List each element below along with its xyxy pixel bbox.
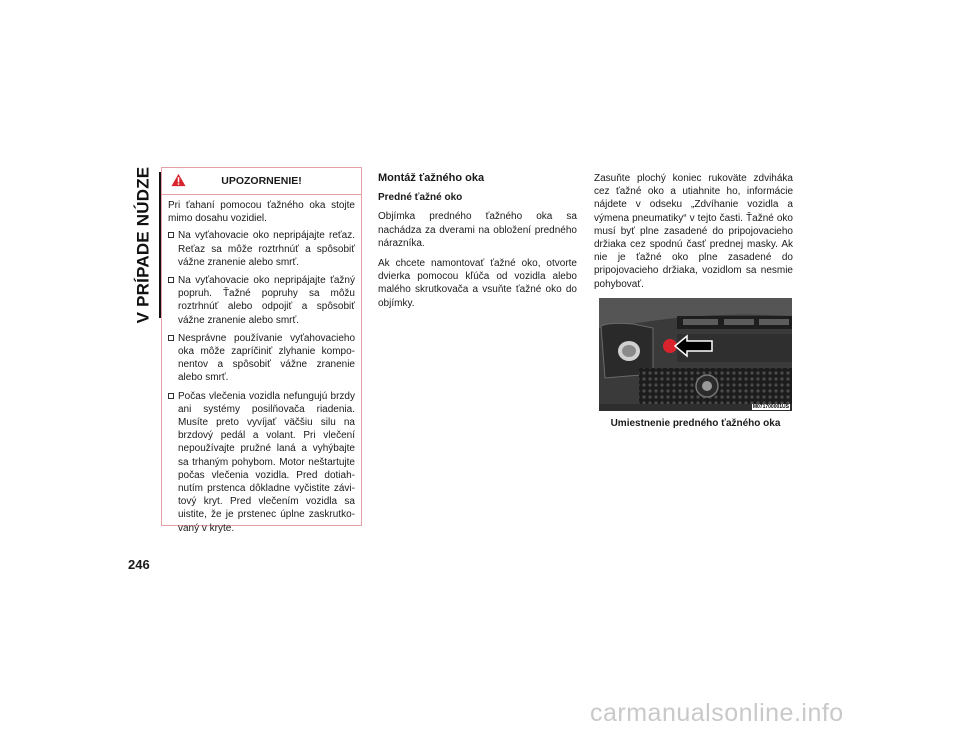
warning-triangle-icon (171, 173, 186, 187)
warning-item: Na vyťahovacie oko nepripájajte ťažný popruh. Ťažné popruhy sa môžu roztrhnúť alebo odpojiť a spôsobiť vážne zranenie alebo smrť. (168, 274, 355, 327)
warning-title: UPOZORNENIE! (221, 175, 302, 187)
main-column (378, 172, 577, 317)
warning-item: Počas vlečenia vozidla nefungujú brzdy ani systémy posilňovača riadenia. Musíte preto vyvíjať väčšiu silu na brzdový pedál a volant. Pri vlečení nepoužívajte pružné laná a vyhýbajte sa trhaným pohybom. Motor neštartujte počas vlečenia vozidla. Pred dotiahnutím prstenca dôkladne vyčistite závitový kryt. Pred vlečením vozidla sa uistite, že je prstenec úplne zaskrutkovaný v kryte. (168, 390, 355, 535)
bumper-illustration (599, 298, 792, 411)
section-heading: Montáž ťažného oka (378, 172, 485, 184)
watermark: carmanualsonline.info (590, 699, 844, 727)
bullet-square-icon (168, 335, 174, 341)
warning-box (161, 167, 362, 534)
bullet-square-icon (168, 232, 174, 238)
tow-eye-location-figure (599, 298, 792, 411)
page-number: 246 (128, 557, 150, 572)
paragraph: Objímka predného ťažného oka sa nachádza za dverami na obložení predného nárazníka. (378, 211, 577, 249)
warning-header (162, 168, 361, 195)
bullet-square-icon (168, 393, 174, 399)
figure-caption: Umiestnenie predného ťažného oka (610, 418, 781, 429)
paragraph: Ak chcete namontovať ťažné oko, otvorte dvierka pomocou kľúča od vozidla alebo malého skrutkovača a vsuňte ťažné oko do objímky. (378, 258, 577, 309)
paragraph: Zasuňte plochý koniec rukoväte zdviháka cez ťažné oko a utiahnite ho, informácie nájdete v odseku „Zdvíhanie vozidla a výmena pneumatiky“ v tejto časti. Ťažné oko musí byť plne zasadené do pripojovacieho držiaka cez spodnú časť prednej masky. Ak nie je ťažné oko plne zasadené do pripojovacieho držiaka, vozidlom sa nesmie pohybovať. (594, 173, 793, 290)
warning-intro: Pri ťahaní pomocou ťažného oka stojte mimo dosahu vozidiel. (168, 200, 355, 225)
bullet-square-icon (168, 277, 174, 283)
right-column (594, 172, 793, 291)
section-title: V PRÍPADE NÚDZE (133, 166, 152, 324)
figure-code: M071700001US (752, 404, 789, 410)
warning-item: Nesprávne používanie vyťahovacieho oka môže zapríčiniť zlyhanie komponentov a spôsobiť vážne zranenie alebo smrť. (168, 332, 355, 385)
sub-heading: Predné ťažné oko (378, 192, 463, 204)
warning-item: Na vyťahovacie oko nepripájajte reťaz. Reťaz sa môže roztrhnúť a spôsobiť vážne zranenie alebo smrť. (168, 229, 355, 269)
warning-list (168, 229, 355, 534)
